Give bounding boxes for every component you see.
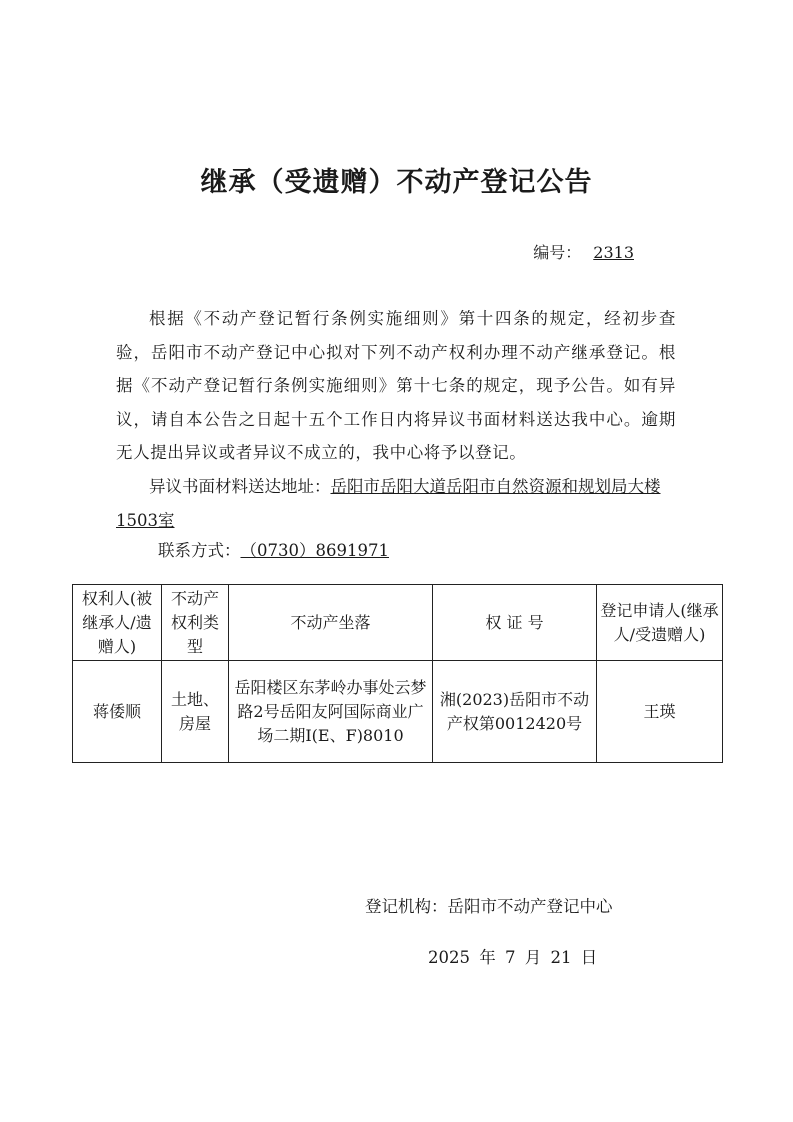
cell-location: 岳阳楼区东茅岭办事处云梦路2号岳阳友阿国际商业广场二期Ⅰ(E、F)8010 xyxy=(229,661,433,763)
table-header-row xyxy=(73,585,723,661)
property-table xyxy=(72,584,723,763)
notice-date: 2025 年 7 月 21 日 xyxy=(428,948,598,967)
header-location: 不动产坐落 xyxy=(229,585,433,661)
table-row xyxy=(73,661,723,763)
cell-certificate-no: 湘(2023)岳阳市不动产权第0012420号 xyxy=(433,661,597,763)
address-value: 岳阳市岳阳大道岳阳市自然资源和规划局大楼1503室 xyxy=(116,477,661,530)
document-title: 继承（受遗赠）不动产登记公告 xyxy=(200,167,593,198)
header-applicant: 登记申请人(继承人/受遗赠人) xyxy=(597,585,723,661)
header-right-type: 不动产权利类型 xyxy=(162,585,229,661)
cell-right-type: 土地、房屋 xyxy=(162,661,229,763)
cell-rights-holder: 蒋倭顺 xyxy=(73,661,162,763)
serial-value: 2313 xyxy=(593,243,634,262)
serial-number xyxy=(533,240,634,263)
objection-address xyxy=(116,470,676,538)
contact-value: （0730）8691971 xyxy=(240,541,389,560)
address-label: 异议书面材料送达地址： xyxy=(149,477,331,496)
header-rights-holder: 权利人(被继承人/遗赠人) xyxy=(73,585,162,661)
contact-info xyxy=(158,537,393,565)
cell-applicant: 王瑛 xyxy=(597,661,723,763)
notice-body: 根据《不动产登记暂行条例实施细则》第十四条的规定，经初步查验，岳阳市不动产登记中心拟对下列不动产权利办理不动产继承登记。根据《不动产登记暂行条例实施细则》第十七条的规定，现予公告。如有异议，请自本公告之日起十五个工作日内将异议书面材料送达我中心。逾期无人提出异议或者异议不成立的，我中心将予以登记。 xyxy=(116,309,676,463)
serial-label: 编号： xyxy=(533,243,582,262)
header-certificate-no: 权 证 号 xyxy=(433,585,597,661)
registration-organization: 登记机构：岳阳市不动产登记中心 xyxy=(365,897,613,916)
contact-label: 联系方式： xyxy=(158,541,241,560)
